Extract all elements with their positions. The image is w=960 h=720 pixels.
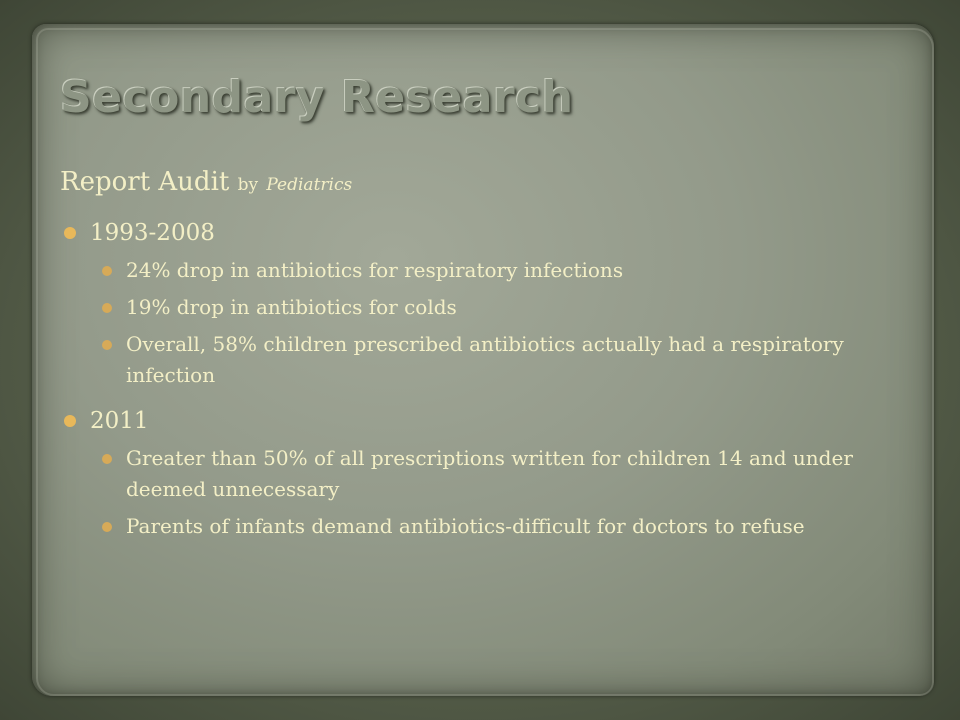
subtitle-source: Pediatrics	[266, 175, 353, 195]
bullet-dot-icon	[64, 227, 76, 239]
list-item-text: Greater than 50% of all prescriptions written for children 14 and under deemed unnecessary	[126, 446, 853, 501]
section-1993-2008	[60, 217, 880, 249]
slide-title: Secondary Research	[60, 72, 574, 123]
bullet-dot-icon	[102, 340, 112, 350]
bullet-dot-icon	[102, 266, 112, 276]
section-2011-items	[96, 443, 880, 542]
bullet-dot-icon	[102, 303, 112, 313]
list-item	[96, 329, 880, 391]
list-item-text: Overall, 58% children prescribed antibiotics actually had a respiratory infection	[126, 332, 844, 387]
list-item-text: 19% drop in antibiotics for colds	[126, 295, 457, 319]
bullet-dot-icon	[64, 415, 76, 427]
bullet-dot-icon	[102, 454, 112, 464]
list-item	[96, 292, 880, 323]
section-1993-2008-items	[96, 255, 880, 391]
subtitle-by: by	[237, 175, 259, 195]
list-item	[96, 511, 880, 542]
list-item-text: 24% drop in antibiotics for respiratory infections	[126, 258, 624, 282]
section-heading: 2011	[90, 408, 149, 434]
subtitle-main: Report Audit	[60, 167, 230, 197]
section-2011	[60, 405, 880, 437]
bullet-dot-icon	[102, 522, 112, 532]
section-heading: 1993-2008	[90, 220, 215, 246]
subtitle	[60, 164, 880, 203]
list-item	[96, 255, 880, 286]
slide-body	[60, 164, 880, 556]
list-item	[96, 443, 880, 505]
list-item-text: Parents of infants demand antibiotics-difficult for doctors to refuse	[126, 514, 805, 538]
